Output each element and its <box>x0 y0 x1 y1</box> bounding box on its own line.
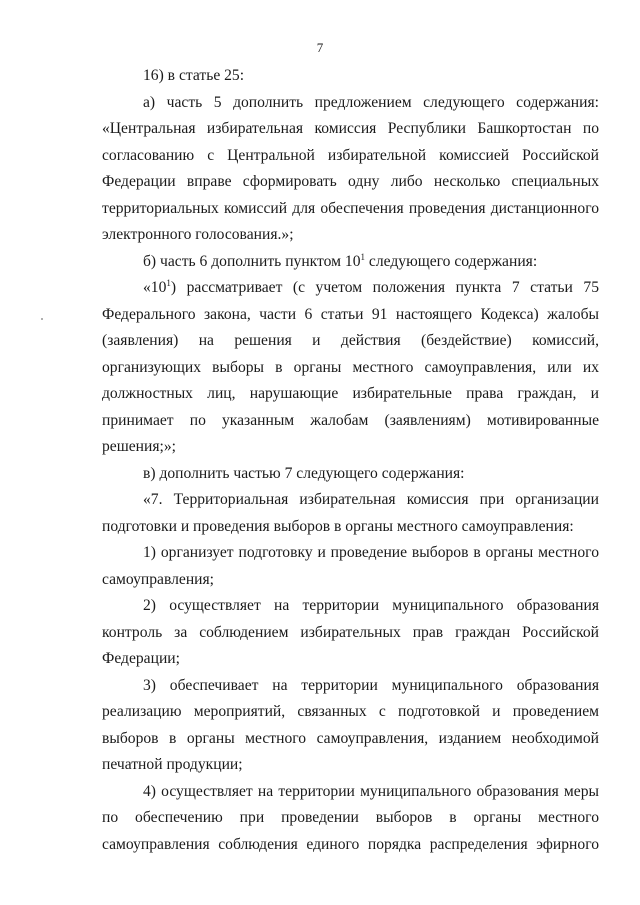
paragraph-part-6-text-end: следующего содержания: <box>365 252 538 270</box>
paragraph-part-7-intro: «7. Территориальная избирательная комиссия при организации подготовки и проведения выборов в органы местного самоуправления: <box>102 491 599 535</box>
paragraph-part-6-text: б) часть 6 дополнить пунктом 10 <box>143 252 361 270</box>
paragraph-item-1: 1) организует подготовку и проведение выборов в органы местного самоуправления; <box>102 544 599 588</box>
paragraph-part-5-amendment: а) часть 5 дополнить предложением следующего содержания: «Центральная избирательная комиссия Республики Башкортостан по согласованию с Центральной избирательной комиссией Российской Федерации вправе сформировать одну либо несколько специальных территориальных комиссий для обеспечения проведения дистанционного электронного голосования.»; <box>102 93 599 243</box>
superscript: 1 <box>166 278 171 288</box>
point-10-1-start: «10 <box>143 279 167 296</box>
paragraph-part-6-amendment <box>102 249 599 276</box>
paragraph-point-10-1 <box>102 275 599 461</box>
paragraph-item-2: 2) осуществляет на территории муниципального образования контроль за соблюдением избирательных прав граждан Российской Федерации; <box>102 597 599 667</box>
paragraph-item-4: 4) осуществляет на территории муниципального образования меры по обеспечению при проведении выборов в органы местного самоуправления соблюдения единого порядка распределения эфирного <box>102 782 599 853</box>
margin-mark <box>41 318 43 320</box>
paragraph-part-7-amendment: в) дополнить частью 7 следующего содержания: <box>143 464 465 482</box>
page-number: 7 <box>316 40 324 55</box>
point-10-1-text: ) рассматривает (с учетом положения пункта 7 статьи 75 Федерального закона, части 6 статьи 91 настоящего Кодекса) жалобы (заявления) на решения и действия (бездействие) комиссий, организующих выборы в органы местного самоуправления, или их должностных лиц, нарушающие избирательные права граждан, и принимает по указанным жалобам (заявлениям) мотивированные решения;»; <box>102 279 599 455</box>
paragraph-article-25: 16) в статье 25: <box>143 67 245 84</box>
paragraph-item-3: 3) обеспечивает на территории муниципального образования реализацию мероприятий, связанных с подготовкой и проведением выборов в органы местного самоуправления, изданием необходимой печатной продукции; <box>102 676 599 773</box>
superscript: 1 <box>360 251 366 262</box>
document-body <box>102 63 599 858</box>
